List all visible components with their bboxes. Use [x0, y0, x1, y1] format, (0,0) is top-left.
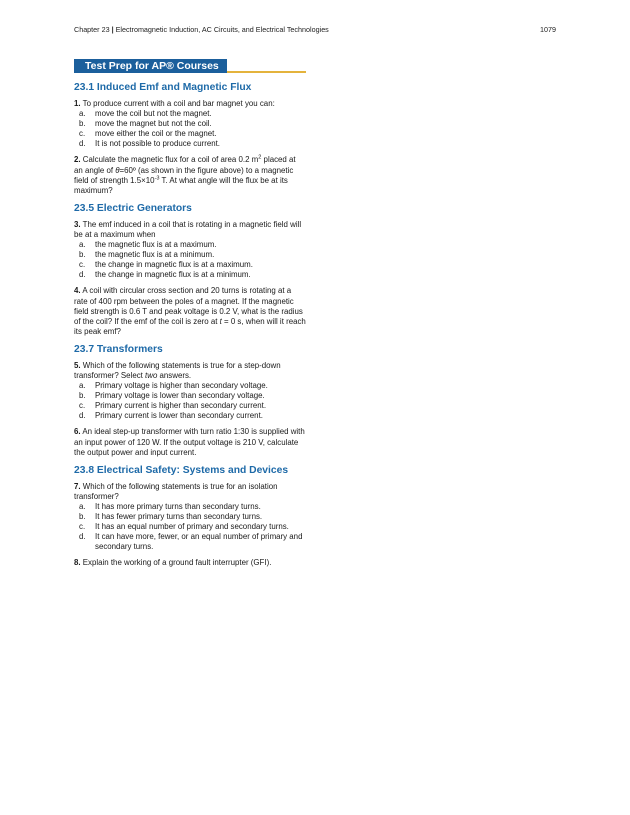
answer-option [74, 260, 306, 270]
answer-option [74, 119, 306, 129]
answer-option [74, 381, 306, 391]
theta-symbol: θ [115, 165, 120, 175]
option-text: Primary current is higher than secondary current. [95, 401, 267, 411]
question-text: =60º (as shown in the figure above) to a magnetic field of strength 1.5×10 [74, 165, 294, 185]
section-heading: 23.1 Induced Emf and Magnetic Flux [74, 82, 252, 93]
answer-option [74, 129, 306, 139]
answer-option [74, 139, 306, 149]
question-text: answers. [157, 370, 192, 380]
emphasis-text: two [145, 370, 158, 380]
option-label: c. [79, 522, 86, 532]
question-text: Explain the working of a ground fault interrupter (GFI). [82, 558, 272, 568]
answer-option [74, 250, 306, 260]
option-text: It has more primary turns than secondary turns. [95, 501, 261, 511]
banner-title: Test Prep for AP® Courses [74, 59, 227, 73]
question-number: 5. [74, 360, 81, 370]
option-label: b. [79, 512, 86, 521]
option-text: Primary voltage is lower than secondary voltage. [95, 391, 265, 401]
option-label: d. [79, 270, 86, 280]
option-text: the change in magnetic flux is at a minimum. [95, 270, 251, 280]
answer-option [74, 109, 306, 119]
question [74, 427, 306, 457]
option-label: c. [79, 260, 86, 270]
superscript: 2 [258, 154, 262, 161]
test-prep-banner [74, 57, 306, 74]
answer-options [74, 240, 306, 280]
chapter-label: Chapter 23 [74, 25, 110, 34]
time-variable: t [219, 316, 222, 326]
answer-option [74, 502, 306, 512]
option-text: Primary voltage is higher than secondary voltage. [95, 381, 268, 391]
question-number: 2. [74, 155, 81, 165]
option-label: b. [79, 119, 86, 129]
option-label: b. [79, 391, 86, 401]
chapter-title: Electromagnetic Induction, AC Circuits, and Electrical Technologies [115, 25, 329, 34]
question-number: 1. [74, 99, 81, 108]
option-label: a. [79, 381, 86, 391]
option-label: d. [79, 411, 86, 421]
option-label: d. [79, 532, 86, 542]
test-prep-column [74, 57, 306, 574]
section-heading: 23.5 Electric Generators [74, 202, 192, 214]
option-text: It has fewer primary turns than secondary turns. [95, 512, 263, 521]
answer-option [74, 411, 306, 421]
answer-options [74, 502, 306, 552]
running-title [74, 25, 329, 35]
question [74, 482, 306, 553]
question-text: Calculate the magnetic flux for a coil of area 0.2 m [82, 155, 259, 165]
option-text: It can have more, fewer, or an equal number of primary and secondary turns. [95, 532, 303, 552]
section-heading: 23.7 Transformers [74, 343, 163, 355]
question-number: 6. [74, 427, 81, 437]
option-text: It is not possible to produce current. [95, 139, 221, 149]
question-text: = 0 s, when will it reach its peak emf? [74, 316, 306, 336]
answer-option [74, 391, 306, 401]
answer-option [74, 401, 306, 411]
answer-options [74, 381, 306, 421]
option-text: the magnetic flux is at a minimum. [95, 250, 215, 260]
question-number: 8. [74, 558, 81, 568]
question-text: placed at an angle of [74, 155, 296, 175]
answer-options [74, 109, 306, 149]
option-label: a. [79, 501, 86, 511]
option-text: move the coil but not the magnet. [95, 109, 212, 119]
option-label: b. [79, 250, 86, 260]
option-text: move the magnet but not the coil. [95, 119, 212, 129]
option-label: a. [79, 240, 86, 250]
option-text: the magnetic flux is at a maximum. [95, 240, 217, 250]
question-text: An ideal step-up transformer with turn ratio 1:30 is supplied with an input power of 120 W. If the output voltage is 210 V, calculate the output power and input current. [74, 427, 305, 457]
question [74, 558, 306, 568]
answer-option [74, 532, 306, 552]
option-label: c. [79, 129, 86, 139]
question-text: Which of the following statements is true for a step-down transformer? Select [74, 360, 281, 380]
answer-option [74, 270, 306, 280]
question [74, 286, 306, 336]
title-separator: | [111, 25, 114, 34]
option-text: the change in magnetic flux is at a maximum. [95, 260, 253, 270]
question [74, 220, 306, 281]
question-number: 3. [74, 219, 81, 229]
question-text: The emf induced in a coil that is rotating in a magnetic field will be at a maximum when [74, 219, 302, 239]
question-text: To produce current with a coil and bar magnet you can: [82, 99, 275, 108]
option-label: a. [79, 109, 86, 119]
question-number: 7. [74, 481, 81, 491]
option-text: Primary current is lower than secondary current. [95, 411, 263, 421]
answer-option [74, 240, 306, 250]
answer-option [74, 512, 306, 522]
question [74, 361, 306, 422]
question-text: Which of the following statements is true for an isolation transformer? [74, 481, 278, 501]
option-label: c. [79, 401, 86, 411]
banner-rule [227, 71, 306, 73]
question [74, 155, 306, 195]
section-heading: 23.8 Electrical Safety: Systems and Devices [74, 464, 289, 476]
question [74, 99, 306, 149]
option-text: It has an equal number of primary and secondary turns. [95, 522, 289, 532]
option-label: d. [79, 139, 86, 149]
question-text: T. At what angle will the flux be at its maximum? [74, 175, 288, 195]
answer-option [74, 522, 306, 532]
option-text: move either the coil or the magnet. [95, 129, 217, 139]
question-text: A coil with circular cross section and 20 turns is rotating at a rate of 400 rpm between the poles of a magnet. If the magnetic field strength is 0.6 T and peak voltage is 0.2 V, what is the radius of the coil? If the emf of the coil is zero at [74, 286, 303, 326]
page-number: 1079 [540, 25, 556, 34]
superscript: -3 [154, 175, 160, 182]
question-number: 4. [74, 286, 81, 296]
